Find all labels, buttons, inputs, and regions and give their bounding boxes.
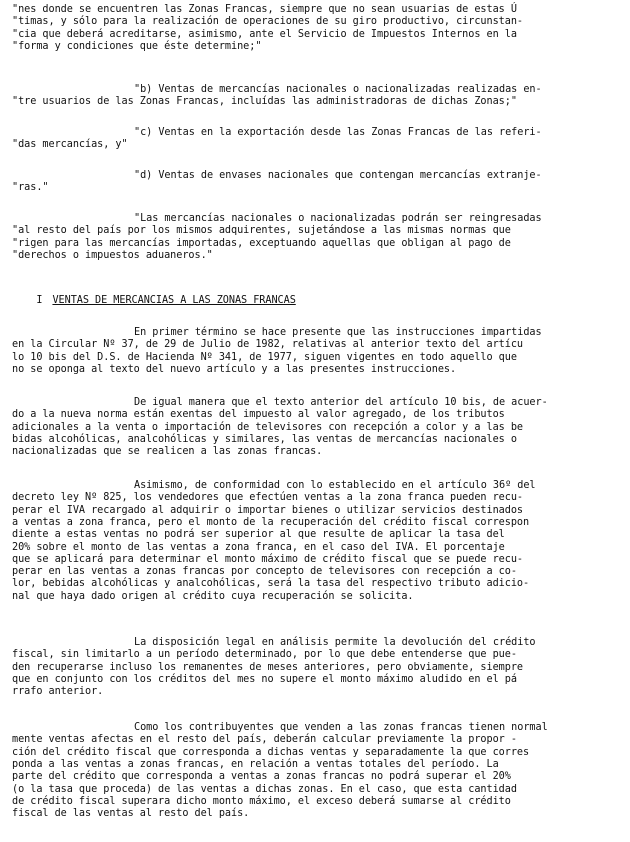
text-line: de crédito fiscal superara dicho monto máximo, el exceso deberá sumarse al crédito — [12, 795, 511, 807]
text-line: "d) Ventas de envases nacionales que contengan mercancías extranje- — [134, 170, 542, 181]
section-title: VENTAS DE MERCANCIAS A LAS ZONAS FRANCAS — [52, 295, 296, 307]
text-line: "al resto del país por los mismos adquirentes, sujetándose a las mismas normas que — [12, 225, 511, 237]
text-line: den recuperarse incluso los remanentes de meses anteriores, pero obviamente, siempre — [12, 661, 524, 673]
text-line: que se aplicará para determinar el monto máximo de crédito fiscal que se puede recu- — [12, 553, 524, 565]
text-line: "derechos o impuestos aduaneros." — [12, 249, 213, 261]
text-line: ción del crédito fiscal que corresponda a dichas ventas y separadamente la que corres — [12, 746, 530, 758]
text-line: "ras." — [12, 182, 49, 194]
text-line: diente a estas ventas no podrá ser superior al que resulte de aplicar la tasa del — [12, 529, 505, 541]
text-line: "c) Ventas en la exportación desde las Zonas Francas de las referi- — [134, 127, 542, 138]
text-line: perar en las ventas a zonas francas por concepto de televisores con recepción a co- — [12, 566, 517, 578]
text-line: perar el IVA recargado al adquirir o importar bienes o utilizar servicios destinados — [12, 504, 524, 516]
text-line: fiscal de las ventas al resto del país. — [12, 808, 250, 820]
text-line: en la Circular Nº 37, de 29 de Julio de 1982, relativas al anterior texto del artícu — [12, 339, 524, 351]
text-line: "Las mercancías nacionales o nacionalizadas podrán ser reingresadas — [134, 213, 542, 224]
text-line: Asimismo, de conformidad con lo establecido en el artículo 36º del — [134, 480, 536, 491]
text-line: "forma y condiciones que éste determine;" — [12, 40, 262, 52]
text-line: "das mercancías, y" — [12, 139, 128, 151]
section-number: I — [36, 295, 43, 307]
text-line: nal que haya dado origen al crédito cuya recuperación se solicita. — [12, 590, 414, 602]
section-heading — [12, 283, 296, 320]
text-line: "rigen para las mercancías importadas, exceptuando aquellas que obligan al pago de — [12, 237, 511, 249]
text-line: fiscal, sin limitarlo a un período determinado, por lo que debe entenderse que pue- — [12, 649, 517, 661]
text-line: Como los contribuyentes que venden a las zonas francas tienen normal — [134, 722, 548, 733]
text-line: "b) Ventas de mercancías nacionales o nacionalizadas realizadas en- — [134, 84, 542, 95]
text-line: a ventas a zona franca, pero el monto de la recuperación del crédito fiscal correspon — [12, 516, 530, 528]
text-line: lor, bebidas alcohólicas y analcohólicas, será la tasa del respectivo tributo adicio- — [12, 578, 530, 590]
text-line: decreto ley Nº 825, los vendedores que efectúen ventas a la zona franca pueden recu- — [12, 492, 524, 504]
text-line: "tre usuarios de las Zonas Francas, incluídas las administradoras de dichas Zonas;" — [12, 96, 517, 108]
text-line: adicionales a la venta o importación de televisores con recepción a color y a las be — [12, 421, 524, 433]
text-line: parte del crédito que corresponda a ventas a zonas francas no podrá superar el 20% — [12, 771, 511, 783]
text-line: En primer término se hace presente que las instrucciones impartidas — [134, 327, 542, 338]
text-line: ponda a las ventas a zonas francas, en relación a ventas totales del período. La — [12, 758, 499, 770]
text-line: bidas alcohólicas, analcohólicas y similares, las ventas de mercancías nacionales o — [12, 433, 517, 445]
text-line: no se oponga al texto del nuevo artículo y a las presentes instrucciones. — [12, 363, 457, 375]
text-line: 20% sobre el monto de las ventas a zona franca, en el caso del IVA. El porcentaje — [12, 541, 505, 553]
text-line: "nes donde se encuentren las Zonas Francas, siempre que no sean usuarias de estas Ú — [12, 4, 517, 15]
text-line: mente ventas afectas en el resto del país, deberán calcular previamente la propor - — [12, 734, 517, 746]
text-line: "cia que deberá acreditarse, asimismo, ante el Servicio de Impuestos Internos en la — [12, 28, 517, 40]
text-line: do a la nueva norma están exentas del impuesto al valor agregado, de los tributos — [12, 409, 505, 421]
text-line: De igual manera que el texto anterior del artículo 10 bis, de acuer- — [134, 397, 548, 408]
text-line: lo 10 bis del D.S. de Hacienda Nº 341, de 1977, siguen vigentes en todo aquello que — [12, 351, 517, 363]
text-line: rrafo anterior. — [12, 686, 104, 698]
text-line: que en conjunto con los créditos del mes no supere el monto máximo aludido en el pá — [12, 673, 517, 685]
text-line: (o la tasa que proceda) de las ventas a dichas zonas. En el caso, que esta cantidad — [12, 783, 517, 795]
text-line: "timas, y sólo para la realización de operaciones de su giro productivo, circunstan- — [12, 16, 524, 28]
text-line: nacionalizadas que se realicen a las zonas francas. — [12, 446, 323, 458]
text-line: La disposición legal en análisis permite la devolución del crédito — [134, 637, 536, 648]
